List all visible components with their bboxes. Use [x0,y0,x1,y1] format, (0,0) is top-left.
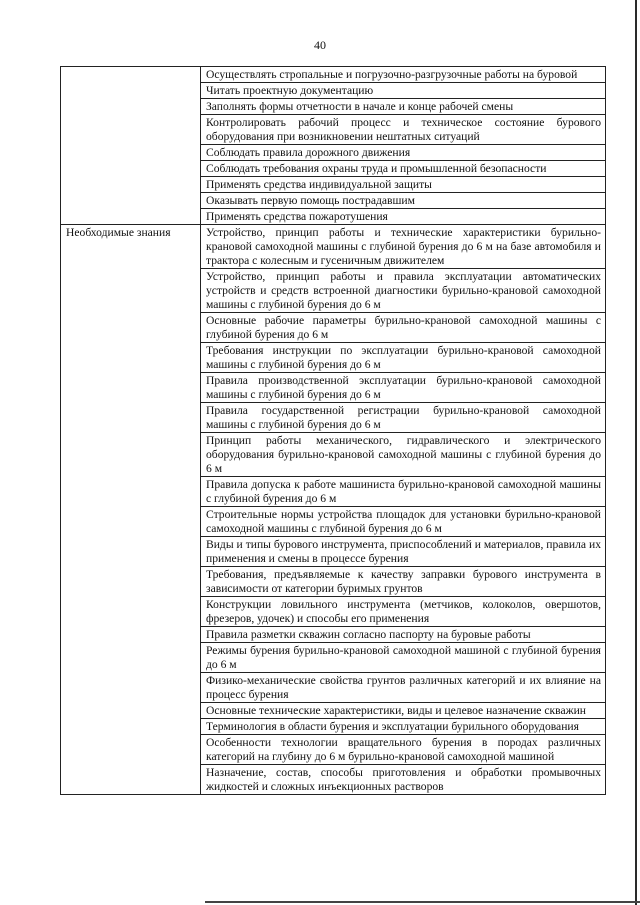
scan-edge-bottom [205,901,640,903]
table-cell-item: Правила производственной эксплуатации бурильно-крановой самоходной машины с глубиной бурения до 6 м [201,373,606,403]
table-row [61,67,606,83]
section-label-skills [61,67,201,225]
table-cell-item: Заполнять формы отчетности в начале и конце рабочей смены [201,99,606,115]
table-cell-item: Применять средства пожаротушения [201,209,606,225]
table-cell-item: Применять средства индивидуальной защиты [201,177,606,193]
table-cell-item: Принцип работы механического, гидравлического и электрического оборудования бурильно-крановой самоходной машины с глубиной бурения до 6 м [201,433,606,477]
competency-table [60,66,606,795]
table-cell-item: Правила допуска к работе машиниста бурильно-крановой самоходной машины с глубиной бурения до 6 м [201,477,606,507]
table-cell-item: Строительные нормы устройства площадок для установки бурильно-крановой самоходной машины с глубиной бурения до 6 м [201,507,606,537]
table-cell-item: Соблюдать правила дорожного движения [201,145,606,161]
table-cell-item: Читать проектную документацию [201,83,606,99]
table-cell-item: Основные технические характеристики, виды и целевое назначение скважин [201,703,606,719]
table-row [61,225,606,269]
table-cell-item: Контролировать рабочий процесс и техническое состояние бурового оборудования при возникновении нештатных ситуаций [201,115,606,145]
table-cell-item: Терминология в области бурения и эксплуатации бурильного оборудования [201,719,606,735]
table-cell-item: Конструкции ловильного инструмента (метчиков, колоколов, овершотов, фрезеров, удочек) и способы его применения [201,597,606,627]
table-cell-item: Требования инструкции по эксплуатации бурильно-крановой самоходной машины с глубиной бурения до 6 м [201,343,606,373]
table-cell-item: Осуществлять стропальные и погрузочно-разгрузочные работы на буровой [201,67,606,83]
table-cell-item: Физико-механические свойства грунтов различных категорий и их влияние на процесс бурения [201,673,606,703]
section-label-knowledge: Необходимые знания [61,225,201,795]
table-cell-item: Правила разметки скважин согласно паспорту на буровые работы [201,627,606,643]
table-cell-item: Требования, предъявляемые к качеству заправки бурового инструмента в зависимости от категории буримых грунтов [201,567,606,597]
page-number: 40 [314,38,326,52]
table-cell-item: Правила государственной регистрации бурильно-крановой самоходной машины с глубиной бурения до 6 м [201,403,606,433]
table-cell-item: Виды и типы бурового инструмента, приспособлений и материалов, правила их применения и смены в процессе бурения [201,537,606,567]
table-cell-item: Назначение, состав, способы приготовления и обработки промывочных жидкостей и сложных инъекционных растворов [201,765,606,795]
table-cell-item: Основные рабочие параметры бурильно-крановой самоходной машины с глубиной бурения до 6 м [201,313,606,343]
table-cell-item: Устройство, принцип работы и технические характеристики бурильно-крановой самоходной машины с глубиной бурения до 6 м на базе автомобиля и трактора с колесным и гусеничным движителем [201,225,606,269]
scan-edge-right [635,0,637,905]
table-cell-item: Устройство, принцип работы и правила эксплуатации автоматических устройств и средств встроенной диагностики бурильно-крановой самоходной машины с глубиной бурения до 6 м [201,269,606,313]
table-cell-item: Оказывать первую помощь пострадавшим [201,193,606,209]
table-cell-item: Особенности технологии вращательного бурения в породах различных категорий на глубину до 6 м бурильно-крановой самоходной машиной [201,735,606,765]
table-cell-item: Соблюдать требования охраны труда и промышленной безопасности [201,161,606,177]
table-cell-item: Режимы бурения бурильно-крановой самоходной машиной с глубиной бурения до 6 м [201,643,606,673]
